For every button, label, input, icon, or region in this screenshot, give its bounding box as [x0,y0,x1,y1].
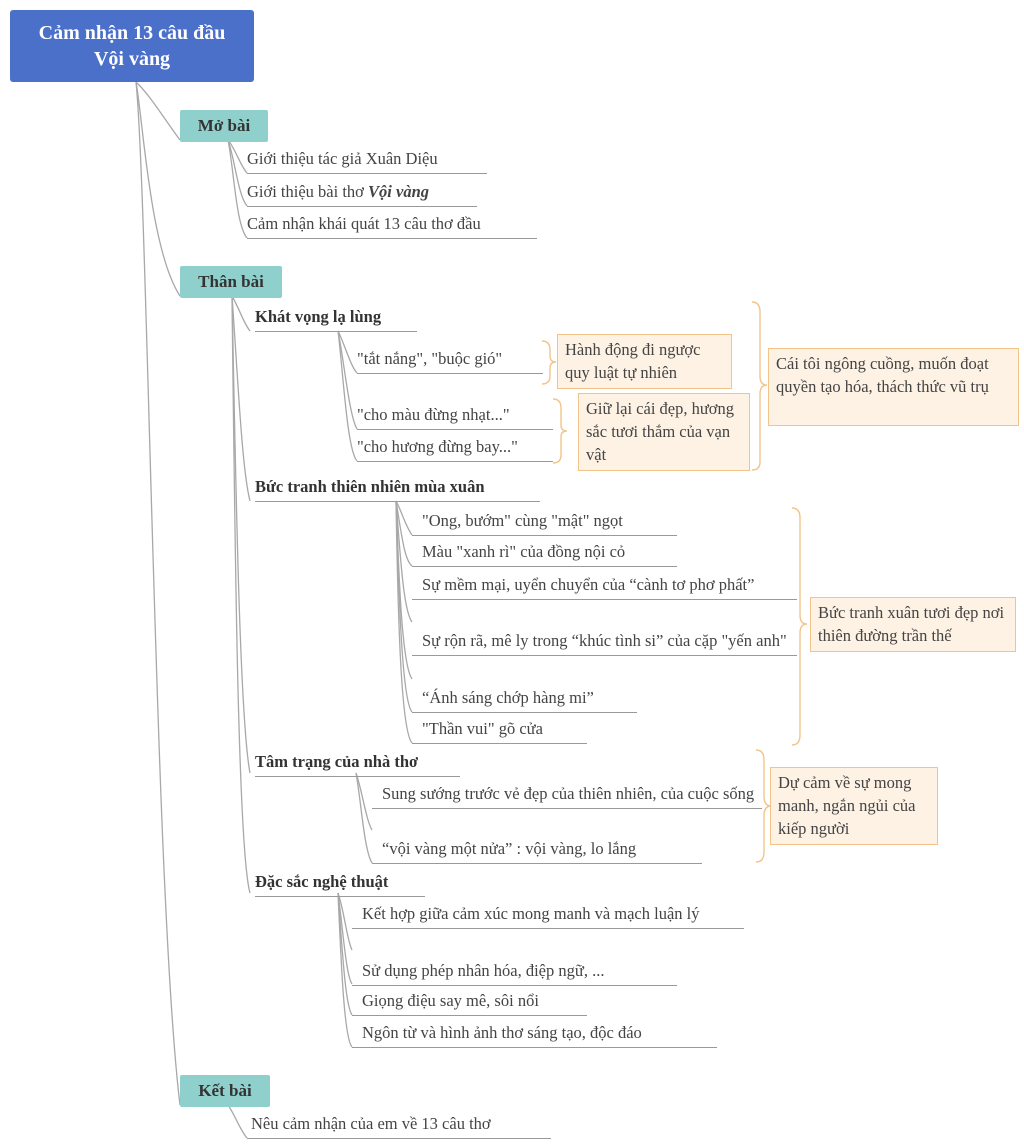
link-t4-4 [338,893,352,1047]
brace-t2 [792,508,807,745]
link-t1-2 [338,331,357,429]
link-t4-2 [338,893,352,984]
brace-t1-main [752,302,767,470]
link-than-bai-t2 [232,296,250,501]
link-t1-1 [338,331,357,373]
t3-item-1: Sung sướng trước vẻ đẹp của thiên nhiên, của cuộc sống [372,783,762,809]
link-mo-bai-2 [228,140,247,206]
t1-item-1: "tắt nắng", "buộc gió" [357,348,543,374]
link-t2-4 [396,501,412,679]
brace-t1-b [553,399,567,463]
link-t4-3 [338,893,352,1015]
link-t3-2 [356,773,372,863]
section-mo-bai[interactable]: Mở bài [180,110,268,142]
t2-note: Bức tranh xuân tươi đẹp nơi thiên đường trần thế [810,597,1016,652]
link-t2-6 [396,501,412,743]
link-ket-bai-1 [228,1105,247,1138]
t2-item-2: Màu "xanh rì" của đồng nội cỏ [412,541,677,567]
t2-item-3: Sự mềm mại, uyển chuyển của “cành tơ phơ phất” [412,574,797,600]
link-than-bai-t4 [232,296,250,893]
link-root-than-bai [136,82,180,296]
mo-bai-item-2 [247,181,477,207]
t1-note-1: Hành động đi ngược quy luật tự nhiên [557,334,732,389]
topic-buc-tranh[interactable]: Bức tranh thiên nhiên mùa xuân [255,476,540,502]
t1-item-2: "cho màu đừng nhạt..." [357,404,553,430]
link-mo-bai-1 [228,140,247,173]
mo-bai-item-2-emph: Vội vàng [368,182,429,201]
link-t2-1 [396,501,412,535]
t1-note-2: Giữ lại cái đẹp, hương sắc tươi thắm của vạn vật [578,393,750,471]
brace-t1-a [542,341,556,384]
topic-nghe-thuat[interactable]: Đặc sắc nghệ thuật [255,871,425,897]
link-t2-3 [396,501,412,622]
mo-bai-item-3: Cảm nhận khái quát 13 câu thơ đầu [247,213,537,239]
link-t4-1 [338,893,352,950]
section-than-bai[interactable]: Thân bài [180,266,282,298]
t2-item-6: "Thần vui" gõ cửa [412,718,587,744]
t4-item-2: Sử dụng phép nhân hóa, điệp ngữ, ... [352,960,677,986]
root-title-line2: Vội vàng [93,48,171,70]
t1-note-main: Cái tôi ngông cuồng, muốn đoạt quyền tạo hóa, thách thức vũ trụ [768,348,1019,426]
root-node[interactable] [10,10,254,82]
t4-item-4: Ngôn từ và hình ảnh thơ sáng tạo, độc đáo [352,1022,717,1048]
mo-bai-item-2-prefix: Giới thiệu bài thơ [247,182,369,201]
t2-item-1: "Ong, bướm" cùng "mật" ngọt [412,510,677,536]
mo-bai-item-1: Giới thiệu tác giả Xuân Diệu [247,148,487,174]
root-title-line1: Cảm nhận 13 câu đầu [38,22,226,44]
ket-bai-item-1: Nêu cảm nhận của em về 13 câu thơ [247,1113,551,1139]
topic-tam-trang[interactable]: Tâm trạng của nhà thơ [255,751,460,777]
section-ket-bai[interactable]: Kết bài [180,1075,270,1107]
link-t2-2 [396,501,412,566]
link-t2-5 [396,501,412,712]
t2-item-5: “Ánh sáng chớp hàng mi” [412,687,637,713]
link-root-ket-bai [136,82,180,1105]
link-t3-1 [356,773,372,830]
t3-item-2: “vội vàng một nửa” : vội vàng, lo lắng [372,838,702,864]
topic-khat-vong[interactable]: Khát vọng lạ lùng [255,306,417,332]
t4-item-3: Giọng điệu say mê, sôi nổi [352,990,587,1016]
link-than-bai-t3 [232,296,250,773]
t1-item-3: "cho hương đừng bay..." [357,436,553,462]
link-than-bai-t1 [232,296,250,331]
t4-item-1: Kết hợp giữa cảm xúc mong manh và mạch luận lý [352,903,744,929]
link-mo-bai-3 [228,140,247,238]
t3-note: Dự cảm về sự mong manh, ngắn ngủi của kiếp người [770,767,938,845]
link-root-mo-bai [136,82,180,140]
link-t1-3 [338,331,357,461]
t2-item-4: Sự rộn rã, mê ly trong “khúc tình si” của cặp "yến anh" [412,630,797,656]
